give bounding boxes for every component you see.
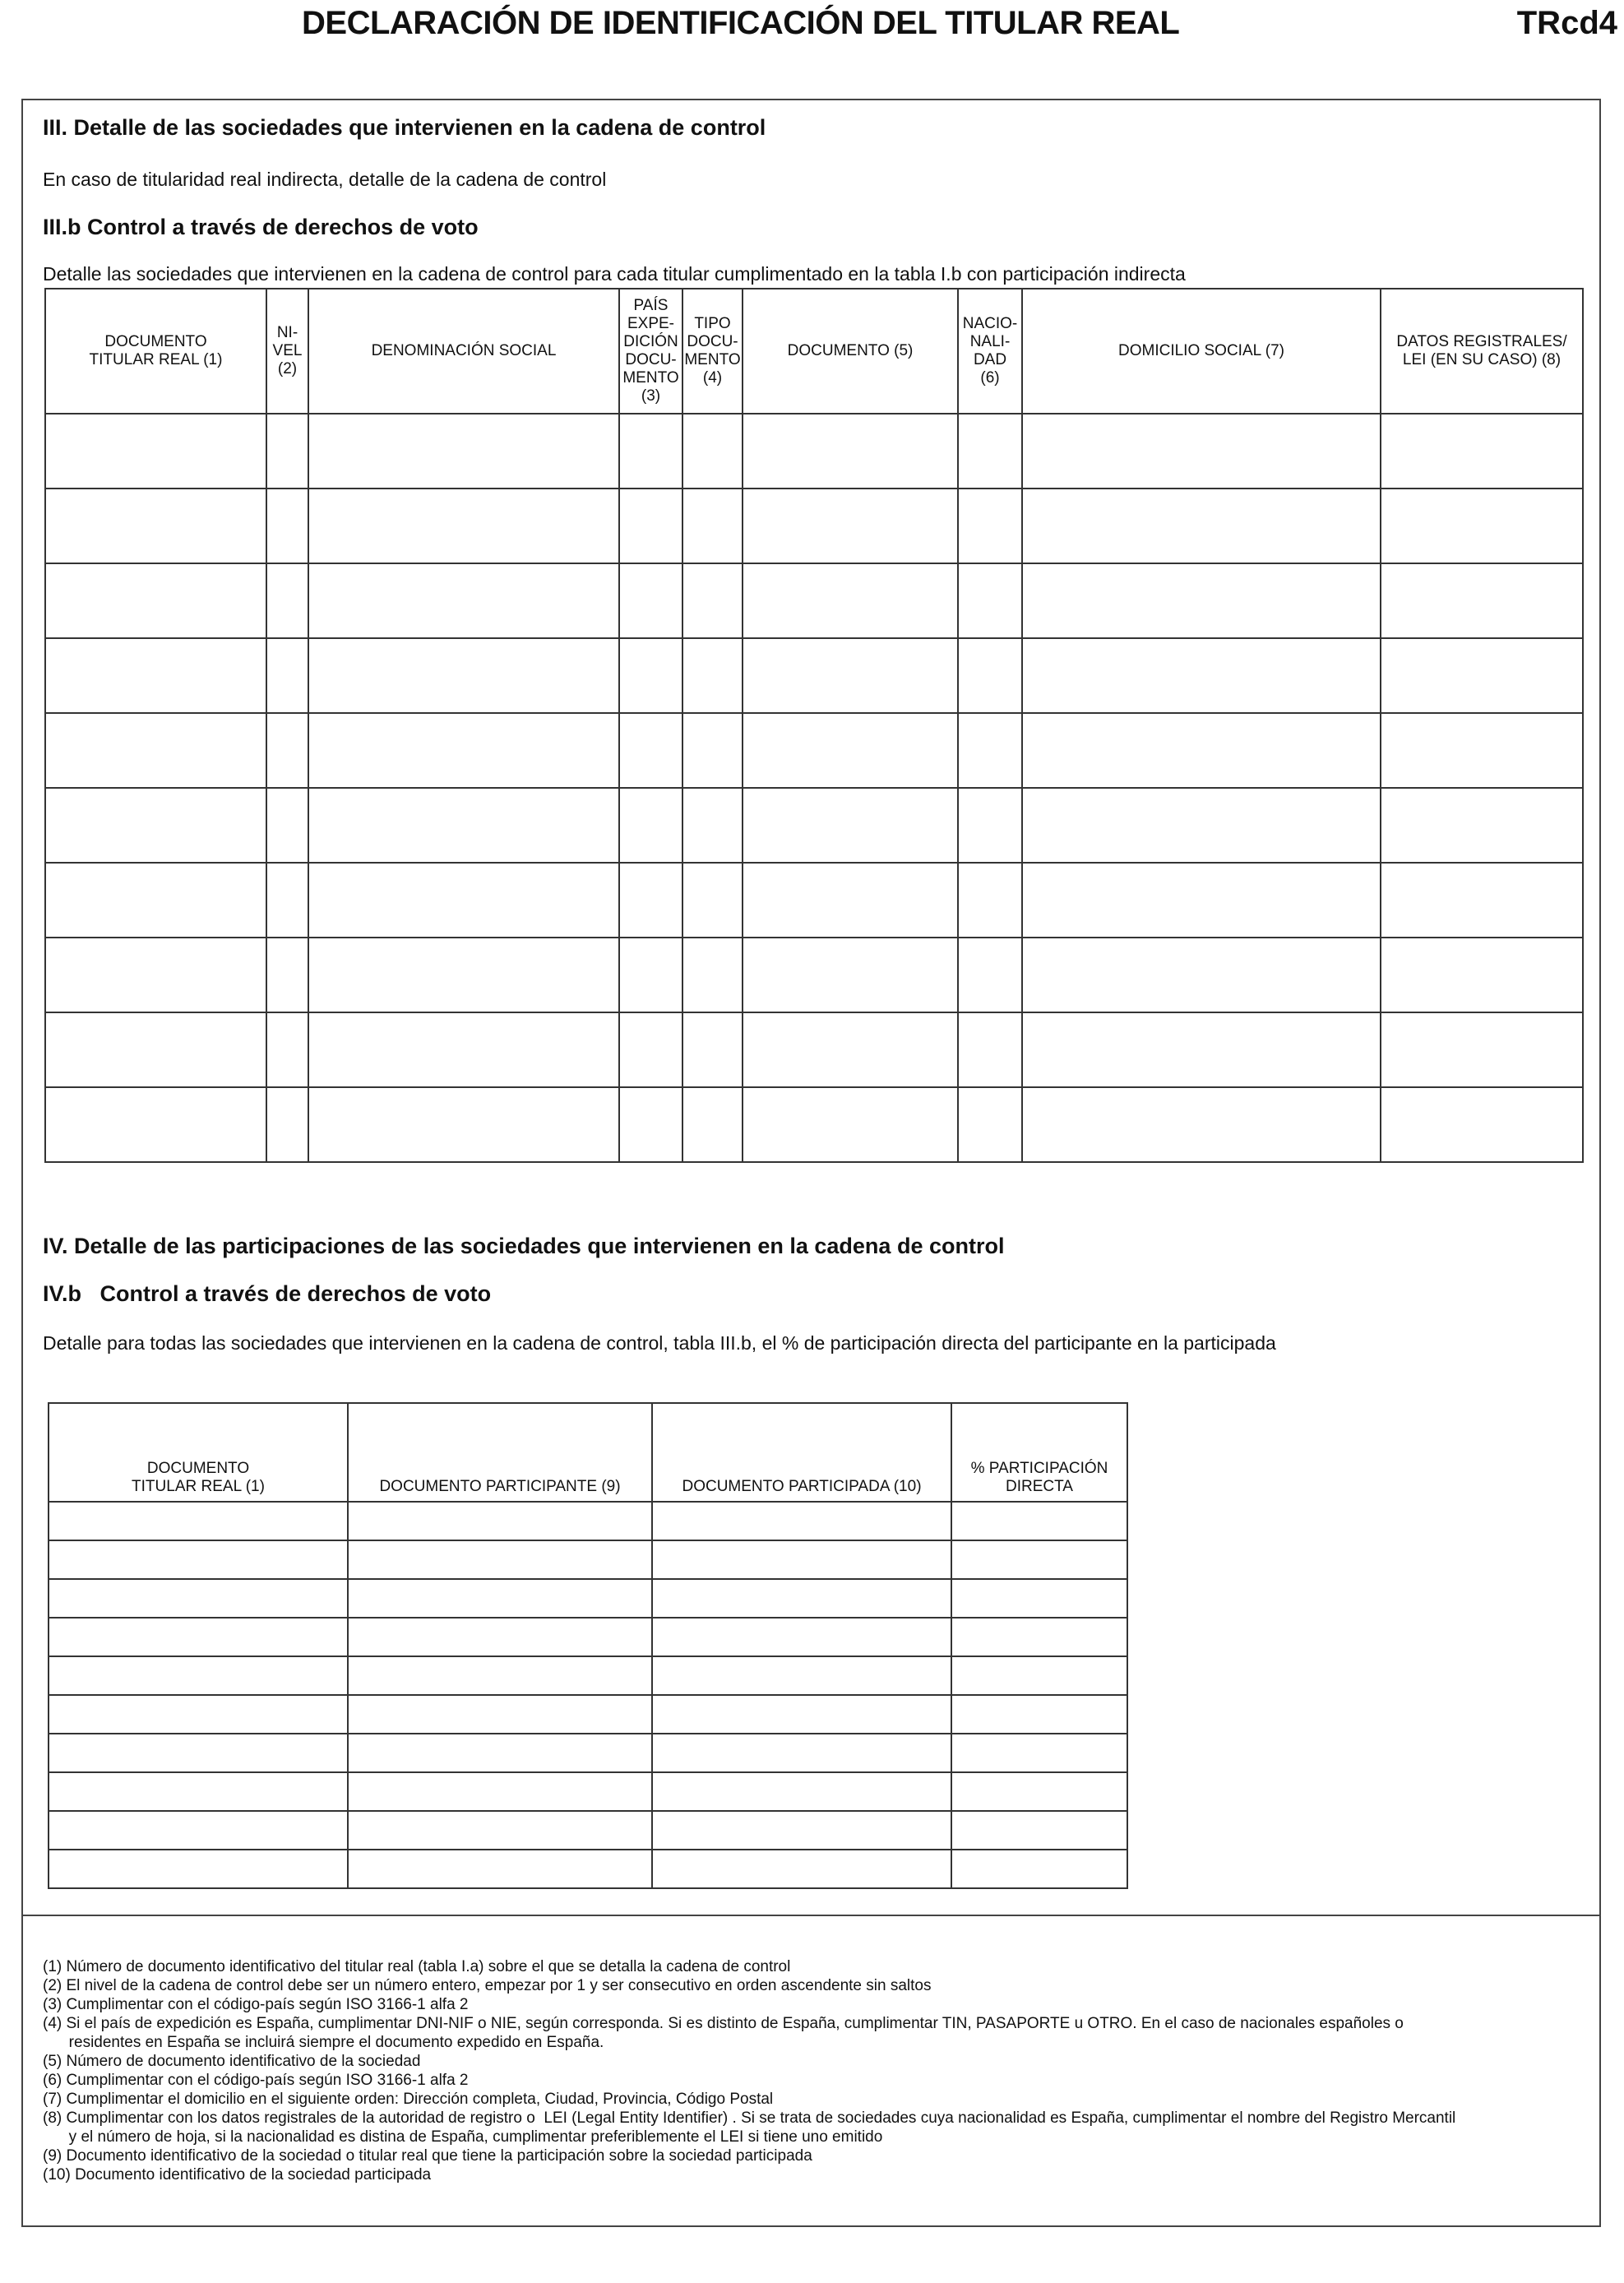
table-cell[interactable] xyxy=(743,938,958,1012)
table-cell[interactable] xyxy=(348,1850,652,1888)
notes-divider xyxy=(21,1915,1601,1916)
table-cell[interactable] xyxy=(45,638,266,713)
table-cell[interactable] xyxy=(308,938,619,1012)
column-header: DOCUMENTO TITULAR REAL (1) xyxy=(45,289,266,414)
table-cell[interactable] xyxy=(49,1502,348,1540)
table-header-row xyxy=(49,1403,1127,1502)
table-cell[interactable] xyxy=(1381,414,1583,489)
table-cell[interactable] xyxy=(1381,863,1583,938)
footnote-line: (9) Documento identificativo de la sociedad o titular real que tiene la participación sobre la sociedad participada xyxy=(43,2147,812,2165)
table-cell[interactable] xyxy=(682,414,743,489)
footnote-line: (3) Cumplimentar con el código-país según ISO 3166-1 alfa 2 xyxy=(43,1996,469,2013)
table-cell[interactable] xyxy=(951,1850,1127,1888)
table-cell[interactable] xyxy=(951,1540,1127,1579)
table-cell[interactable] xyxy=(1022,489,1381,563)
table-row xyxy=(49,1656,1127,1695)
table-cell[interactable] xyxy=(652,1618,951,1656)
table-row xyxy=(49,1618,1127,1656)
table-cell[interactable] xyxy=(743,1012,958,1087)
table-cell[interactable] xyxy=(1022,713,1381,788)
table-row xyxy=(49,1734,1127,1772)
table-cell[interactable] xyxy=(652,1734,951,1772)
table-row xyxy=(45,638,1583,713)
table-cell[interactable] xyxy=(1381,563,1583,638)
table-cell[interactable] xyxy=(743,414,958,489)
table-cell[interactable] xyxy=(49,1540,348,1579)
column-header: PAÍS EXPE- DICIÓN DOCU- MENTO (3) xyxy=(619,289,682,414)
table-cell[interactable] xyxy=(619,489,682,563)
footnote-line: (8) Cumplimentar con los datos registrales de la autoridad de registro o LEI (Legal Entity Identifier) . Si se trata de sociedades cuya nacionalidad es España, cumplimentar el nombre del Registro Mercantil xyxy=(43,2109,1456,2127)
table-cell[interactable] xyxy=(348,1656,652,1695)
table-cell[interactable] xyxy=(348,1502,652,1540)
section-3-heading: III. Detalle de las sociedades que intervienen en la cadena de control xyxy=(43,115,766,140)
table-cell[interactable] xyxy=(1381,638,1583,713)
table-header-row xyxy=(45,289,1583,414)
table-row xyxy=(45,713,1583,788)
table-cell[interactable] xyxy=(1022,638,1381,713)
table-cell[interactable] xyxy=(1381,1012,1583,1087)
table-cell[interactable] xyxy=(348,1540,652,1579)
table-cell[interactable] xyxy=(1022,863,1381,938)
table-row xyxy=(45,863,1583,938)
table-cell[interactable] xyxy=(348,1734,652,1772)
table-row xyxy=(49,1695,1127,1734)
footnotes xyxy=(43,1957,1455,2184)
table-cell[interactable] xyxy=(958,1012,1022,1087)
table-cell[interactable] xyxy=(266,414,308,489)
table-cell[interactable] xyxy=(951,1772,1127,1811)
table-cell[interactable] xyxy=(49,1850,348,1888)
table-cell[interactable] xyxy=(348,1579,652,1618)
table-cell[interactable] xyxy=(49,1695,348,1734)
table-cell[interactable] xyxy=(1381,938,1583,1012)
table-row xyxy=(49,1502,1127,1540)
footnote-line: residentes en España se incluirá siempre el documento expedido en España. xyxy=(43,2034,604,2051)
table-cell[interactable] xyxy=(619,1087,682,1162)
table-cell[interactable] xyxy=(619,788,682,863)
table-cell[interactable] xyxy=(266,713,308,788)
table-cell[interactable] xyxy=(45,788,266,863)
table-cell[interactable] xyxy=(652,1540,951,1579)
footnote-line: (6) Cumplimentar con el código-país según ISO 3166-1 alfa 2 xyxy=(43,2072,469,2089)
table-cell[interactable] xyxy=(1022,788,1381,863)
table-cell[interactable] xyxy=(45,1012,266,1087)
table-row xyxy=(49,1540,1127,1579)
table-cell[interactable] xyxy=(49,1811,348,1850)
table-cell[interactable] xyxy=(1022,1087,1381,1162)
table-row xyxy=(45,489,1583,563)
table-cell[interactable] xyxy=(951,1734,1127,1772)
table-cell[interactable] xyxy=(743,638,958,713)
table-cell[interactable] xyxy=(1022,938,1381,1012)
table-cell[interactable] xyxy=(308,489,619,563)
table-cell[interactable] xyxy=(951,1579,1127,1618)
table-row xyxy=(49,1850,1127,1888)
table-row xyxy=(49,1811,1127,1850)
table-cell[interactable] xyxy=(743,489,958,563)
table-cell[interactable] xyxy=(49,1656,348,1695)
table-cell[interactable] xyxy=(652,1811,951,1850)
table-cell[interactable] xyxy=(958,713,1022,788)
table-cell[interactable] xyxy=(958,1087,1022,1162)
table-cell[interactable] xyxy=(49,1734,348,1772)
table-cell[interactable] xyxy=(45,863,266,938)
column-header: DOCUMENTO TITULAR REAL (1) xyxy=(49,1403,348,1502)
table-cell[interactable] xyxy=(951,1656,1127,1695)
table-cell[interactable] xyxy=(49,1579,348,1618)
section-3b-description: Detalle las sociedades que intervienen en la cadena de control para cada titular cumplimentado en la tabla I.b con participación indirecta xyxy=(43,263,1186,285)
table-cell[interactable] xyxy=(682,713,743,788)
table-cell[interactable] xyxy=(266,563,308,638)
table-cell[interactable] xyxy=(958,788,1022,863)
table-cell[interactable] xyxy=(45,489,266,563)
table-cell[interactable] xyxy=(1381,489,1583,563)
table-cell[interactable] xyxy=(49,1618,348,1656)
table-cell[interactable] xyxy=(652,1502,951,1540)
section-3-intro: En caso de titularidad real indirecta, detalle de la cadena de control xyxy=(43,169,607,190)
table-cell[interactable] xyxy=(266,1012,308,1087)
section-4b-description: Detalle para todas las sociedades que intervienen en la cadena de control, tabla III.b, el % de participación directa del participante en la participada xyxy=(43,1332,1276,1354)
table-cell[interactable] xyxy=(1022,1012,1381,1087)
table-cell[interactable] xyxy=(682,788,743,863)
table-row xyxy=(45,938,1583,1012)
table-cell[interactable] xyxy=(682,638,743,713)
column-header: % PARTICIPACIÓN DIRECTA xyxy=(951,1403,1127,1502)
table-cell[interactable] xyxy=(619,1012,682,1087)
footnote-line: (1) Número de documento identificativo del titular real (tabla I.a) sobre el que se detalla la cadena de control xyxy=(43,1958,791,1975)
table-cell[interactable] xyxy=(619,863,682,938)
table-cell[interactable] xyxy=(308,1012,619,1087)
table-cell[interactable] xyxy=(682,563,743,638)
table-cell[interactable] xyxy=(308,414,619,489)
table-cell[interactable] xyxy=(951,1618,1127,1656)
table-cell[interactable] xyxy=(743,563,958,638)
table-cell[interactable] xyxy=(308,563,619,638)
table-cell[interactable] xyxy=(348,1695,652,1734)
table-cell[interactable] xyxy=(266,1087,308,1162)
table-cell[interactable] xyxy=(682,863,743,938)
table-cell[interactable] xyxy=(958,863,1022,938)
table-cell[interactable] xyxy=(958,414,1022,489)
table-cell[interactable] xyxy=(266,489,308,563)
table-cell[interactable] xyxy=(743,788,958,863)
table-cell[interactable] xyxy=(1381,788,1583,863)
table-cell[interactable] xyxy=(45,414,266,489)
table-cell[interactable] xyxy=(308,863,619,938)
table-cell[interactable] xyxy=(308,788,619,863)
table-cell[interactable] xyxy=(958,489,1022,563)
table-cell[interactable] xyxy=(1381,1087,1583,1162)
section-4b-subheading: IV.b Control a través de derechos de voto xyxy=(43,1281,492,1306)
page-title: DECLARACIÓN DE IDENTIFICACIÓN DEL TITULAR REAL xyxy=(302,5,1180,41)
table-row xyxy=(45,1087,1583,1162)
table-cell[interactable] xyxy=(958,563,1022,638)
table-cell[interactable] xyxy=(951,1695,1127,1734)
table-cell[interactable] xyxy=(1381,713,1583,788)
table-cell[interactable] xyxy=(958,938,1022,1012)
footnote-line: y el número de hoja, si la nacionalidad es distina de España, cumplimentar preferiblemente el LEI si tiene uno emitido xyxy=(43,2128,883,2146)
table-cell[interactable] xyxy=(652,1656,951,1695)
table-cell[interactable] xyxy=(619,414,682,489)
table-cell[interactable] xyxy=(619,563,682,638)
participation-table xyxy=(48,1402,1128,1889)
table-cell[interactable] xyxy=(682,489,743,563)
column-header: DENOMINACIÓN SOCIAL xyxy=(308,289,619,414)
table-cell[interactable] xyxy=(45,563,266,638)
table-cell[interactable] xyxy=(951,1811,1127,1850)
column-header: TIPO DOCU- MENTO (4) xyxy=(682,289,743,414)
footnote-line: (5) Número de documento identificativo de la sociedad xyxy=(43,2053,421,2070)
table-cell[interactable] xyxy=(682,938,743,1012)
table-cell[interactable] xyxy=(682,1012,743,1087)
table-cell[interactable] xyxy=(49,1772,348,1811)
column-header: DOMICILIO SOCIAL (7) xyxy=(1022,289,1381,414)
table-cell[interactable] xyxy=(652,1772,951,1811)
table-row xyxy=(45,414,1583,489)
table-cell[interactable] xyxy=(266,863,308,938)
table-cell[interactable] xyxy=(958,638,1022,713)
column-header: NI- VEL (2) xyxy=(266,289,308,414)
column-header: DOCUMENTO (5) xyxy=(743,289,958,414)
table-cell[interactable] xyxy=(45,938,266,1012)
column-header: DATOS REGISTRALES/ LEI (EN SU CASO) (8) xyxy=(1381,289,1583,414)
form-code: TRcd4 xyxy=(1516,5,1617,41)
table-row xyxy=(45,563,1583,638)
table-cell[interactable] xyxy=(348,1618,652,1656)
column-header: NACIO- NALI- DAD (6) xyxy=(958,289,1022,414)
footnote-line: (10) Documento identificativo de la sociedad participada xyxy=(43,2166,432,2183)
control-chain-table xyxy=(44,288,1584,1163)
table-row xyxy=(45,1012,1583,1087)
table-row xyxy=(45,788,1583,863)
table-cell[interactable] xyxy=(652,1695,951,1734)
table-cell[interactable] xyxy=(951,1502,1127,1540)
table-cell[interactable] xyxy=(743,1087,958,1162)
table-cell[interactable] xyxy=(743,863,958,938)
table-cell[interactable] xyxy=(652,1850,951,1888)
table-cell[interactable] xyxy=(1022,414,1381,489)
table-cell[interactable] xyxy=(308,713,619,788)
footnote-line: (2) El nivel de la cadena de control debe ser un número entero, empezar por 1 y ser consecutivo en orden ascendente sin saltos xyxy=(43,1977,932,1994)
table-cell[interactable] xyxy=(348,1811,652,1850)
table-cell[interactable] xyxy=(619,638,682,713)
table-cell[interactable] xyxy=(45,713,266,788)
table-cell[interactable] xyxy=(348,1772,652,1811)
table-cell[interactable] xyxy=(619,938,682,1012)
table-cell[interactable] xyxy=(266,938,308,1012)
table-cell[interactable] xyxy=(619,713,682,788)
section-4-heading: IV. Detalle de las participaciones de las sociedades que intervienen en la cadena de control xyxy=(43,1234,1005,1258)
table-cell[interactable] xyxy=(266,788,308,863)
table-cell[interactable] xyxy=(743,713,958,788)
table-row xyxy=(49,1772,1127,1811)
table-cell[interactable] xyxy=(308,638,619,713)
table-cell[interactable] xyxy=(308,1087,619,1162)
table-cell[interactable] xyxy=(45,1087,266,1162)
table-row xyxy=(49,1579,1127,1618)
column-header: DOCUMENTO PARTICIPADA (10) xyxy=(652,1403,951,1502)
section-3b-subheading: III.b Control a través de derechos de voto xyxy=(43,215,479,239)
column-header: DOCUMENTO PARTICIPANTE (9) xyxy=(348,1403,652,1502)
table-cell[interactable] xyxy=(682,1087,743,1162)
table-cell[interactable] xyxy=(652,1579,951,1618)
footnote-line: (4) Si el país de expedición es España, cumplimentar DNI-NIF o NIE, según corresponda. Si es distinto de España, cumplimentar TIN, PASAPORTE u OTRO. En el caso de nacionales españoles o xyxy=(43,2015,1404,2032)
table-cell[interactable] xyxy=(1022,563,1381,638)
table-cell[interactable] xyxy=(266,638,308,713)
footnote-line: (7) Cumplimentar el domicilio en el siguiente orden: Dirección completa, Ciudad, Provincia, Código Postal xyxy=(43,2091,774,2108)
